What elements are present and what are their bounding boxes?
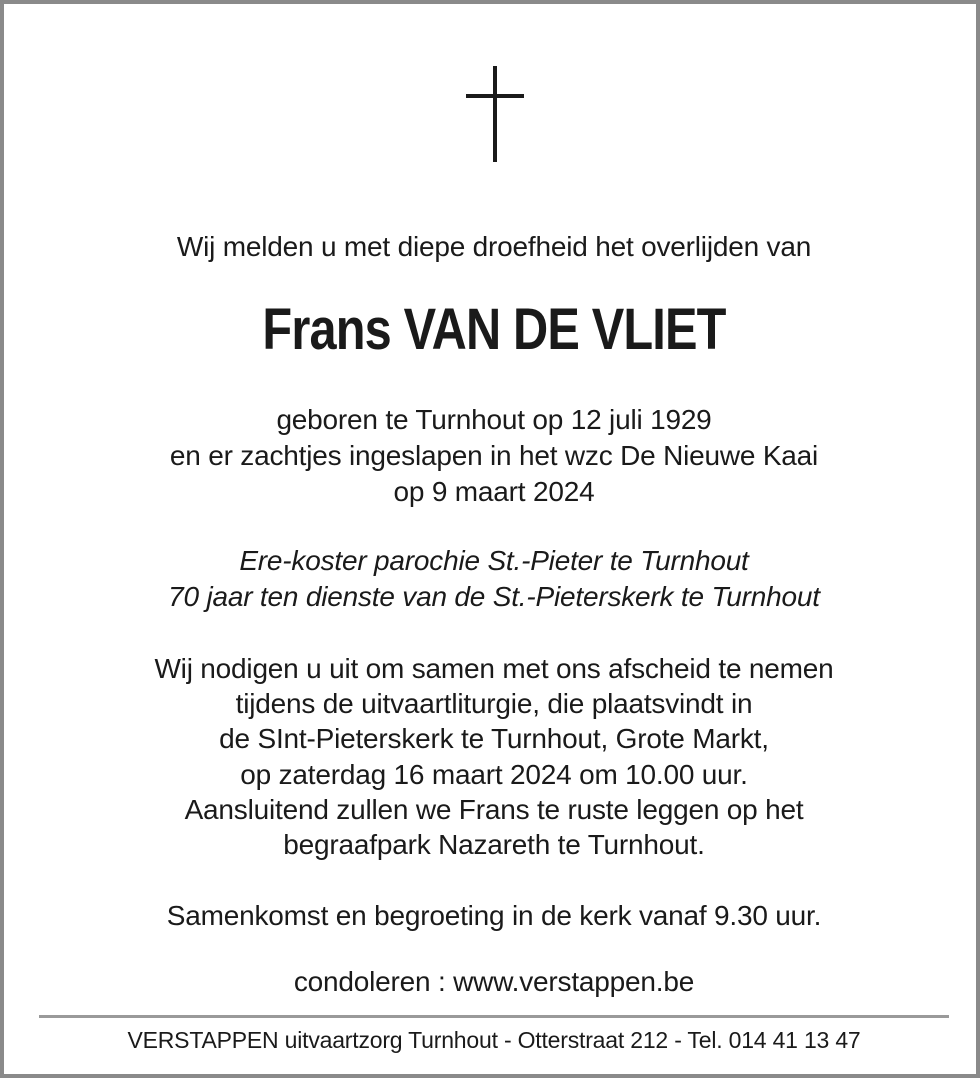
condolences-link[interactable]: condoleren : www.verstappen.be <box>293 966 695 997</box>
invitation-line: de SInt-Pieterskerk te Turnhout, Grote Markt, <box>219 723 769 754</box>
invitation-line: op zaterdag 16 maart 2024 om 10.00 uur. <box>240 759 748 790</box>
cross-icon <box>466 66 524 162</box>
footer-divider <box>39 1015 949 1018</box>
birth-line: geboren te Turnhout op 12 juli 1929 <box>276 404 712 435</box>
invitation-line: tijdens de uitvaartliturgie, die plaatsvindt in <box>235 688 753 719</box>
invitation-line: begraafpark Nazareth te Turnhout. <box>283 829 705 860</box>
death-date-line: op 9 maart 2024 <box>393 476 595 507</box>
gathering-line: Samenkomst en begroeting in de kerk vanaf 9.30 uur. <box>166 900 822 931</box>
death-place-line: en er zachtjes ingeslapen in het wzc De Nieuwe Kaai <box>169 440 819 471</box>
announcement-intro: Wij melden u met diepe droefheid het overlijden van <box>176 231 812 262</box>
title-line: 70 jaar ten dienste van de St.-Pieterskerk te Turnhout <box>168 581 820 612</box>
invitation-line: Wij nodigen u uit om samen met ons afscheid te nemen <box>154 653 834 684</box>
invitation-line: Aansluitend zullen we Frans te ruste leggen op het <box>184 794 804 825</box>
title-line: Ere-koster parochie St.-Pieter te Turnhout <box>239 545 749 576</box>
funeral-home-footer: VERSTAPPEN uitvaartzorg Turnhout - Otterstraat 212 - Tel. 014 41 13 47 <box>127 1027 861 1053</box>
deceased-name: Frans VAN DE VLIET <box>262 297 726 362</box>
